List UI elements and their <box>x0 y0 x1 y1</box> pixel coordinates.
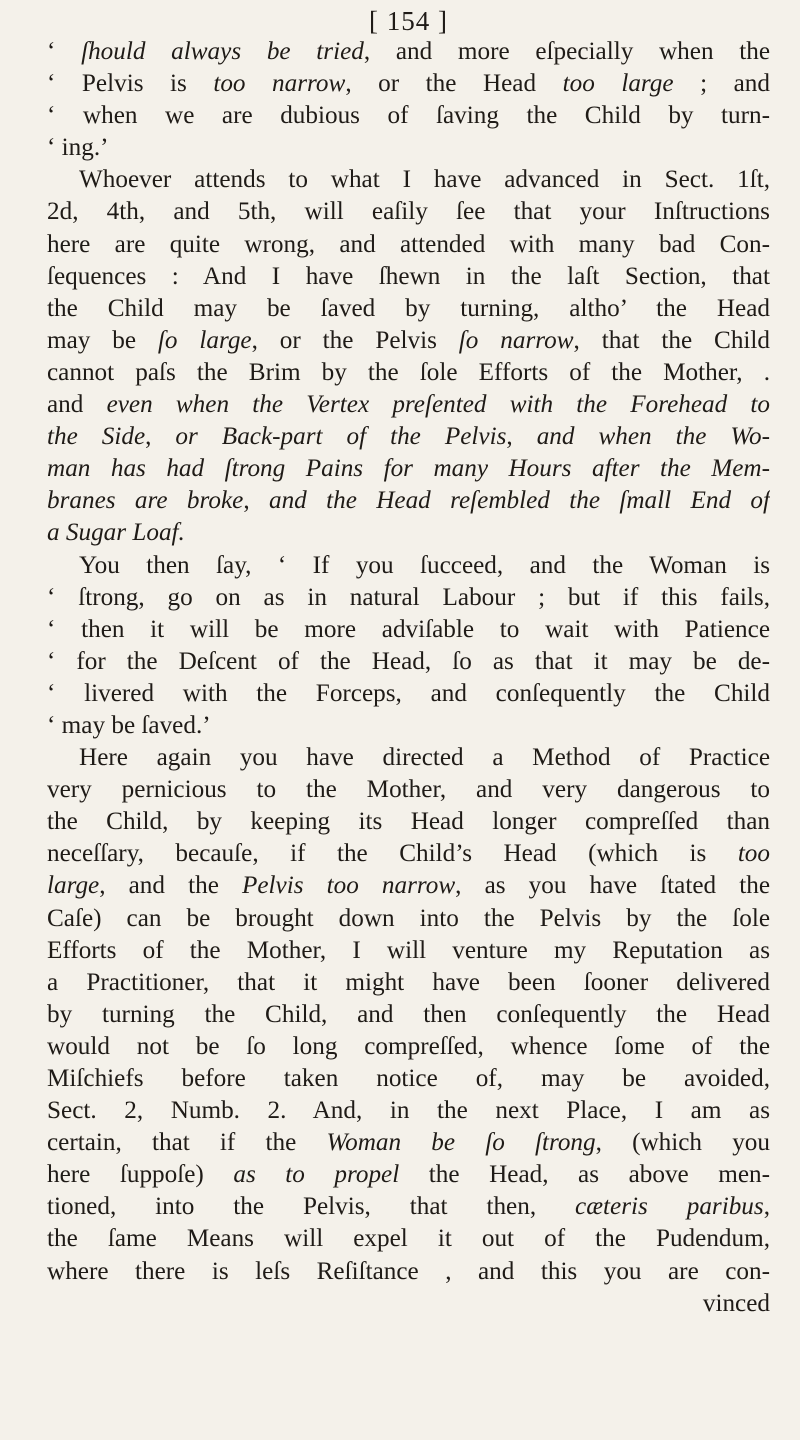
text-segment: , that the Child <box>573 326 770 354</box>
text-line <box>47 325 770 357</box>
text-line <box>47 614 770 646</box>
text-segment: , and the <box>99 872 242 900</box>
text-segment: ‘ livered with the Forceps, and conſequently the Child <box>47 679 770 707</box>
text-segment: a Practitioner, that it might have been ſooner delivered <box>47 968 770 996</box>
text-line <box>47 838 770 870</box>
text-line <box>47 550 770 582</box>
text-segment: Miſchiefs before taken notice of, may be avoided, <box>47 1065 770 1092</box>
text-line <box>47 870 770 902</box>
text-segment: ‘ when we are dubious of ſaving the Child by turn- <box>47 102 770 130</box>
text-segment: , <box>763 1193 770 1221</box>
text-segment: ‘ for the Deſcent of the Head, ſo as that it may be de- <box>47 647 770 675</box>
text-line <box>47 36 770 68</box>
text-segment: here ſuppoſe) <box>47 1161 234 1189</box>
italic-text: large <box>47 872 100 900</box>
catchword <box>47 1288 770 1320</box>
text-segment: , as you have ſtated the <box>455 872 770 900</box>
text-line <box>47 806 770 838</box>
text-segment: Caſe) can be brought down into the Pelvis by the ſole <box>47 904 770 932</box>
text-segment: , (which you <box>595 1129 770 1157</box>
italic-text: and the Head reſembled the ſmall End of <box>268 487 770 515</box>
text-segment: ſequences : And I have ſhewn in the laſt Section, that <box>47 262 770 290</box>
italic-text: Woman be ſo ſtrong <box>326 1129 596 1157</box>
text-segment: tioned, into the Pelvis, that then, <box>47 1193 576 1221</box>
text-line <box>47 1095 770 1127</box>
text-segment: ‘ ſtrong, go on as in natural Labour ; but if this fails, <box>47 583 770 611</box>
text-line <box>47 999 770 1031</box>
text-line <box>47 903 770 935</box>
text-segment: the Head, as above men- <box>399 1161 770 1189</box>
text-segment: very pernicious to the Mother, and very dangerous to <box>47 776 770 804</box>
text-line <box>47 68 770 100</box>
text-segment: , <box>243 487 269 515</box>
text-segment: ‘ may be ſaved.’ <box>47 711 211 739</box>
text-segment: ‘ then it will be more adviſable to wait with Patience <box>47 615 770 643</box>
italic-text: or Back-part of the Pelvis <box>175 423 507 451</box>
text-segment: the Child may be ſaved by turning, altho’ the Head <box>47 294 770 322</box>
text-line <box>47 1031 770 1063</box>
text-line <box>47 100 770 132</box>
text-segment: the Child, by keeping its Head longer compreſſed than <box>47 808 770 836</box>
italic-text: too large <box>562 70 674 98</box>
text-line <box>47 485 770 517</box>
text-line <box>47 646 770 678</box>
text-line <box>47 1127 770 1159</box>
italic-text: branes are broke <box>47 487 244 515</box>
text-line <box>47 678 770 710</box>
text-segment: Sect. 2, Numb. 2. And, in the next Place, I am as <box>47 1097 770 1125</box>
text-segment: and <box>47 391 107 419</box>
text-segment: , and more eſpecially when the <box>363 38 770 65</box>
text-line <box>47 774 770 806</box>
text-line <box>47 132 770 164</box>
italic-text: even when the Vertex preſented with the Forehead to <box>106 391 770 419</box>
text-segment: cannot paſs the Brim by the ſole Efforts of the Mother, . <box>47 358 770 386</box>
italic-text: ſo narrow <box>458 326 574 354</box>
text-line <box>47 710 770 742</box>
text-line <box>47 421 770 453</box>
text-segment: ‘ ing.’ <box>47 134 109 162</box>
text-line <box>47 1159 770 1191</box>
text-segment: where there is leſs Reſiſtance , and this you are con- <box>47 1257 770 1285</box>
text-segment: vinced <box>702 1289 770 1317</box>
text-segment: Here again you have directed a Method of Practice <box>79 744 770 772</box>
text-line <box>47 1191 770 1223</box>
text-line <box>47 967 770 999</box>
italic-text: too <box>737 840 770 868</box>
italic-text: and when the Wo- <box>536 423 770 451</box>
text-segment: You then ſay, ‘ If you ſucceed, and the Woman is <box>79 551 770 579</box>
text-line <box>47 1223 770 1255</box>
text-line <box>47 357 770 389</box>
text-segment: the ſame Means will expel it out of the Pudendum, <box>47 1225 770 1253</box>
text-segment: would not be ſo long compreſſed, whence ſome of the <box>47 1032 770 1060</box>
text-line <box>47 196 770 228</box>
body-text <box>47 36 770 1320</box>
text-line <box>47 742 770 774</box>
text-segment: ; and <box>673 70 770 98</box>
text-line <box>47 935 770 967</box>
text-line <box>47 582 770 614</box>
italic-text: cæteris paribus <box>575 1193 764 1221</box>
text-segment: ‘ <box>47 38 82 65</box>
italic-text: too narrow <box>213 70 346 98</box>
text-line <box>47 293 770 325</box>
text-segment: neceſſary, becauſe, if the Child’s Head (which is <box>47 840 738 868</box>
italic-text: the Side <box>47 423 146 451</box>
text-line <box>47 1063 770 1095</box>
text-segment: , or the Pelvis <box>251 326 459 354</box>
italic-text: ſo large <box>157 326 252 354</box>
text-segment: by turning the Child, and then conſequently the Head <box>47 1000 770 1028</box>
text-segment: Efforts of the Mother, I will venture my Reputation as <box>47 936 770 964</box>
text-segment: , <box>506 423 537 451</box>
page-number-header: [ 154 ] <box>369 6 448 36</box>
text-line <box>47 389 770 421</box>
text-segment: Whoever attends to what I have advanced in Sect. 1ſt, <box>79 166 770 194</box>
text-segment: , <box>145 423 176 451</box>
text-segment: 2d, 4th, and 5th, will eaſily ſee that your Inſtructions <box>47 198 770 226</box>
text-segment: , or the Head <box>345 70 563 98</box>
text-line <box>47 164 770 196</box>
text-line <box>47 1256 770 1288</box>
text-segment: certain, that if the <box>47 1129 327 1157</box>
text-line <box>47 261 770 293</box>
text-segment: here are quite wrong, and attended with many bad Con- <box>47 230 770 258</box>
text-line <box>47 453 770 485</box>
italic-text: as to propel <box>233 1161 400 1189</box>
italic-text: a Sugar Loaf. <box>47 519 185 547</box>
text-line <box>47 517 770 549</box>
italic-text: Pelvis too narrow <box>241 872 456 900</box>
text-segment: ‘ Pelvis is <box>47 70 214 98</box>
text-segment: may be <box>47 326 158 354</box>
italic-text: man has had ſtrong Pains for many Hours after the Mem- <box>47 455 770 483</box>
italic-text: ſhould always be tried <box>81 38 364 65</box>
text-line <box>47 229 770 261</box>
